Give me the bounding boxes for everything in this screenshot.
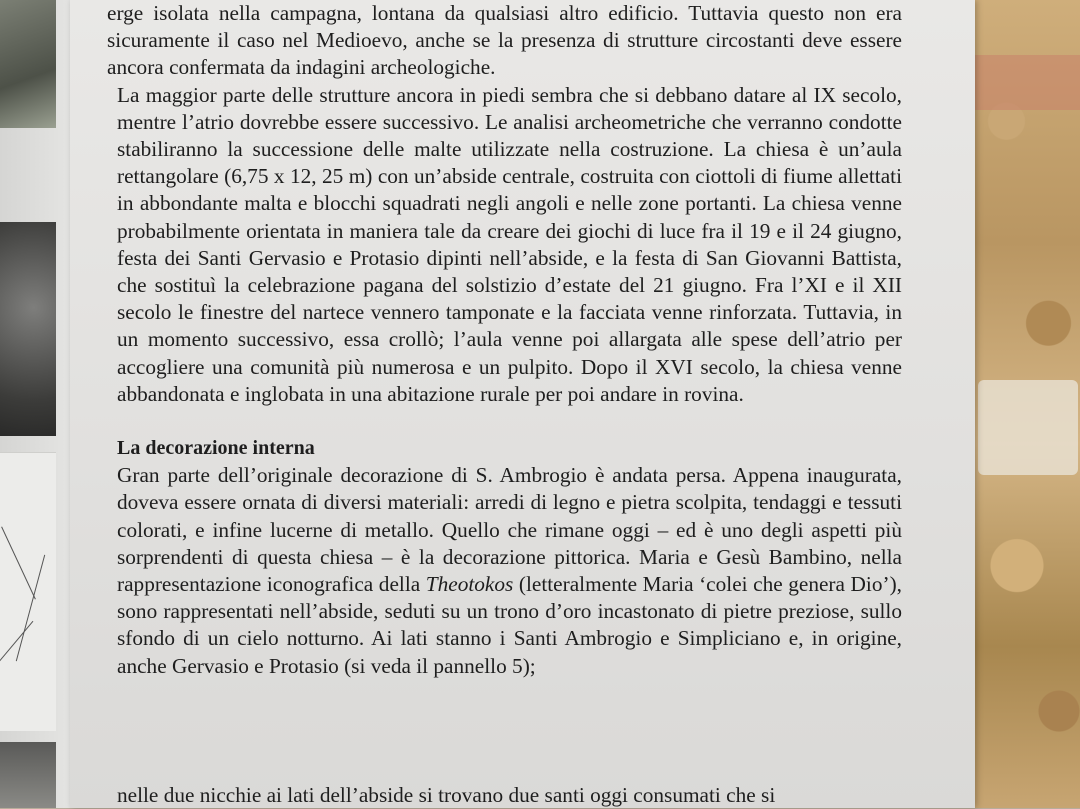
section-heading: La decorazione interna — [117, 437, 315, 460]
brick-patch — [975, 55, 1080, 110]
light-stone — [978, 380, 1078, 475]
paragraph-3 — [107, 462, 902, 680]
theotokos-term: Theotokos — [425, 572, 514, 597]
paragraph-3-after: (letteralmente Maria ‘colei che genera Dio’), sono rappresentati nell’abside, seduti su un trono d’oro incastonato di pietre preziose, sullo sfondo di un cielo notturno. Ai lati stanno i Santi Ambrogio e Simpliciano e, in origine, anche Gervasio e Protasio (si veda il pannello 5); — [117, 572, 902, 678]
panel-text — [107, 0, 902, 680]
left-adjacent-panel — [0, 0, 70, 808]
sketch-drawing — [0, 452, 56, 731]
landscape-photo — [0, 0, 56, 128]
interior-photo — [0, 222, 56, 436]
paragraph-2: La maggior parte delle strutture ancora in piedi sembra che si debbano datare al IX secolo, mentre l’atrio dovrebbe essere successivo. Le analisi archeometriche che verranno condotte stabiliranno la successione delle malte utilizzate nella costruzione. La chiesa è un’aula rettangolare (6,75 x 12, 25 m) con un’abside centrale, costruita con ciottoli di fiume allettati in abbondante malta e blocchi squadrati negli angoli e nelle zone portanti. La chiesa venne probabilmente orientata in maniera tale da creare dei giochi di luce fra il 19 e il 24 giugno, festa dei Santi Gervasio e Protasio dipinti nell’abside, e la festa di San Giovanni Battista, che sostituì la celebrazione pagana del solstizio d’estate del 21 giugno. Fra l’XI e il XII secolo le finestre del nartece vennero tamponate e la facciata venne rinforzata. Tuttavia, in un momento successivo, essa crollò; l’aula venne poi allargata alle spese dell’atrio per accogliere una comunità più numerosa e un pulpito. Dopo il XVI secolo, la chiesa venne abbandonata e inglobata in una abitazione rurale per poi andare in rovina. — [117, 82, 902, 406]
paragraph-3-before: Gran parte dell’originale decorazione di S. Ambrogio è andata persa. Appena inaugurata, doveva essere ornata di diversi materiali: arredi di legno e pietra scolpita, tendaggi e tessuti colorati, e infine lucerne di metallo. Quello che rimane oggi – ed è uno degli aspetti più sorprendenti di questa chiesa – è la decorazione pittorica. Maria e Gesù Bambino, nella rappresentazione iconografica della — [117, 463, 902, 597]
bottom-photo — [0, 742, 56, 808]
cut-off-line: nelle due nicchie ai lati dell’abside si trovano due santi oggi consumati che si — [117, 783, 776, 807]
paragraph-1: erge isolata nella campagna, lontana da qualsiasi altro edificio. Tuttavia questo non era sicuramente il caso nel Medioevo, anche se la presenza di strutture circostanti deve essere ancora confermata da indagini archeologiche. — [107, 1, 902, 80]
